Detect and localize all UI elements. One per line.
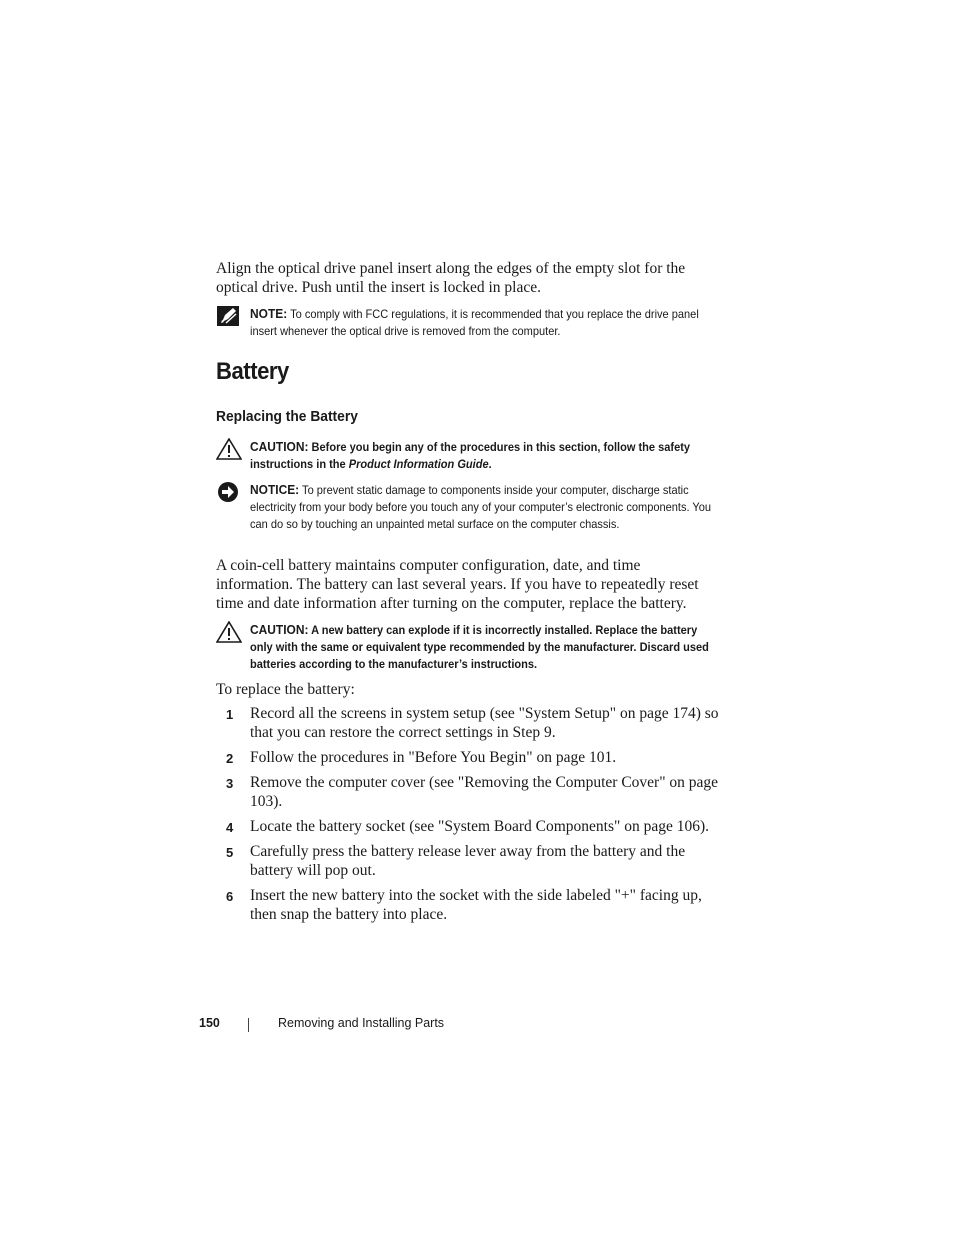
warning-triangle-icon	[216, 438, 242, 460]
caution-label-1: CAUTION:	[250, 439, 309, 454]
step-number: 6	[226, 889, 234, 904]
list-item	[216, 842, 726, 880]
step-text: Remove the computer cover (see "Removing the Computer Cover" on page 103).	[250, 774, 719, 810]
step-text: Insert the new battery into the socket with the side labeled "+" facing up, then snap the battery into place.	[250, 887, 702, 923]
notice-body: To prevent static damage to components inside your computer, discharge static electricity from your body before you touch any of your computer’s electronic components. You can do so by touching an unpainted metal surface on the computer chassis.	[250, 483, 712, 531]
step-number: 3	[226, 776, 234, 791]
page-title: Battery	[216, 358, 289, 385]
note-label: NOTE:	[250, 306, 288, 321]
list-item	[216, 886, 726, 924]
footer-section-title: Removing and Installing Parts	[278, 1016, 445, 1030]
steps-list	[216, 704, 726, 930]
intro-paragraph: Align the optical drive panel insert along the edges of the empty slot for the optical drive. Push until the insert is locked in place.	[216, 260, 686, 296]
notice-arrow-icon	[216, 481, 242, 503]
footer-divider	[248, 1018, 249, 1032]
caution-body-2: A new battery can explode if it is incorrectly installed. Replace the battery only with the same or equivalent type recommended by the manufacturer. Discard used batteries according to the manufacturer’s instructions.	[250, 623, 709, 671]
notice-text	[250, 481, 719, 533]
lead-in: To replace the battery:	[216, 681, 355, 698]
caution-end-1: .	[488, 457, 492, 471]
page-number: 150	[199, 1016, 220, 1030]
note-text	[250, 305, 719, 340]
step-number: 4	[226, 820, 234, 835]
caution-text-1	[250, 438, 719, 473]
caution-body-1: Before you begin any of the procedures in this section, follow the safety instructions in the	[250, 440, 691, 471]
step-text: Locate the battery socket (see "System Board Components" on page 106).	[250, 818, 710, 835]
step-text: Follow the procedures in "Before You Begin" on page 101.	[250, 749, 617, 766]
step-number: 2	[226, 751, 234, 766]
pencil-note-icon	[216, 305, 242, 327]
list-item	[216, 773, 726, 811]
step-number: 1	[226, 707, 234, 722]
step-number: 5	[226, 845, 234, 860]
list-item	[216, 704, 726, 742]
note-body: To comply with FCC regulations, it is recommended that you replace the drive panel insert whenever the optical drive is removed from the computer.	[250, 307, 699, 338]
step-text: Carefully press the battery release lever away from the battery and the battery will pop out.	[250, 843, 686, 879]
product-guide-title: Product Information Guide	[348, 457, 489, 471]
battery-paragraph: A coin-cell battery maintains computer configuration, date, and time information. The battery can last several years. If you have to repeatedly reset time and date information after turning on the computer, replace the battery.	[216, 557, 699, 612]
list-item	[216, 817, 726, 836]
section-heading: Replacing the Battery	[216, 408, 358, 425]
step-text: Record all the screens in system setup (see "System Setup" on page 174) so that you can restore the correct settings in Step 9.	[250, 705, 719, 741]
warning-triangle-icon	[216, 621, 242, 643]
caution-label-2: CAUTION:	[250, 622, 309, 637]
list-item	[216, 748, 726, 767]
caution-text-2	[250, 621, 719, 673]
notice-label: NOTICE:	[250, 482, 300, 497]
